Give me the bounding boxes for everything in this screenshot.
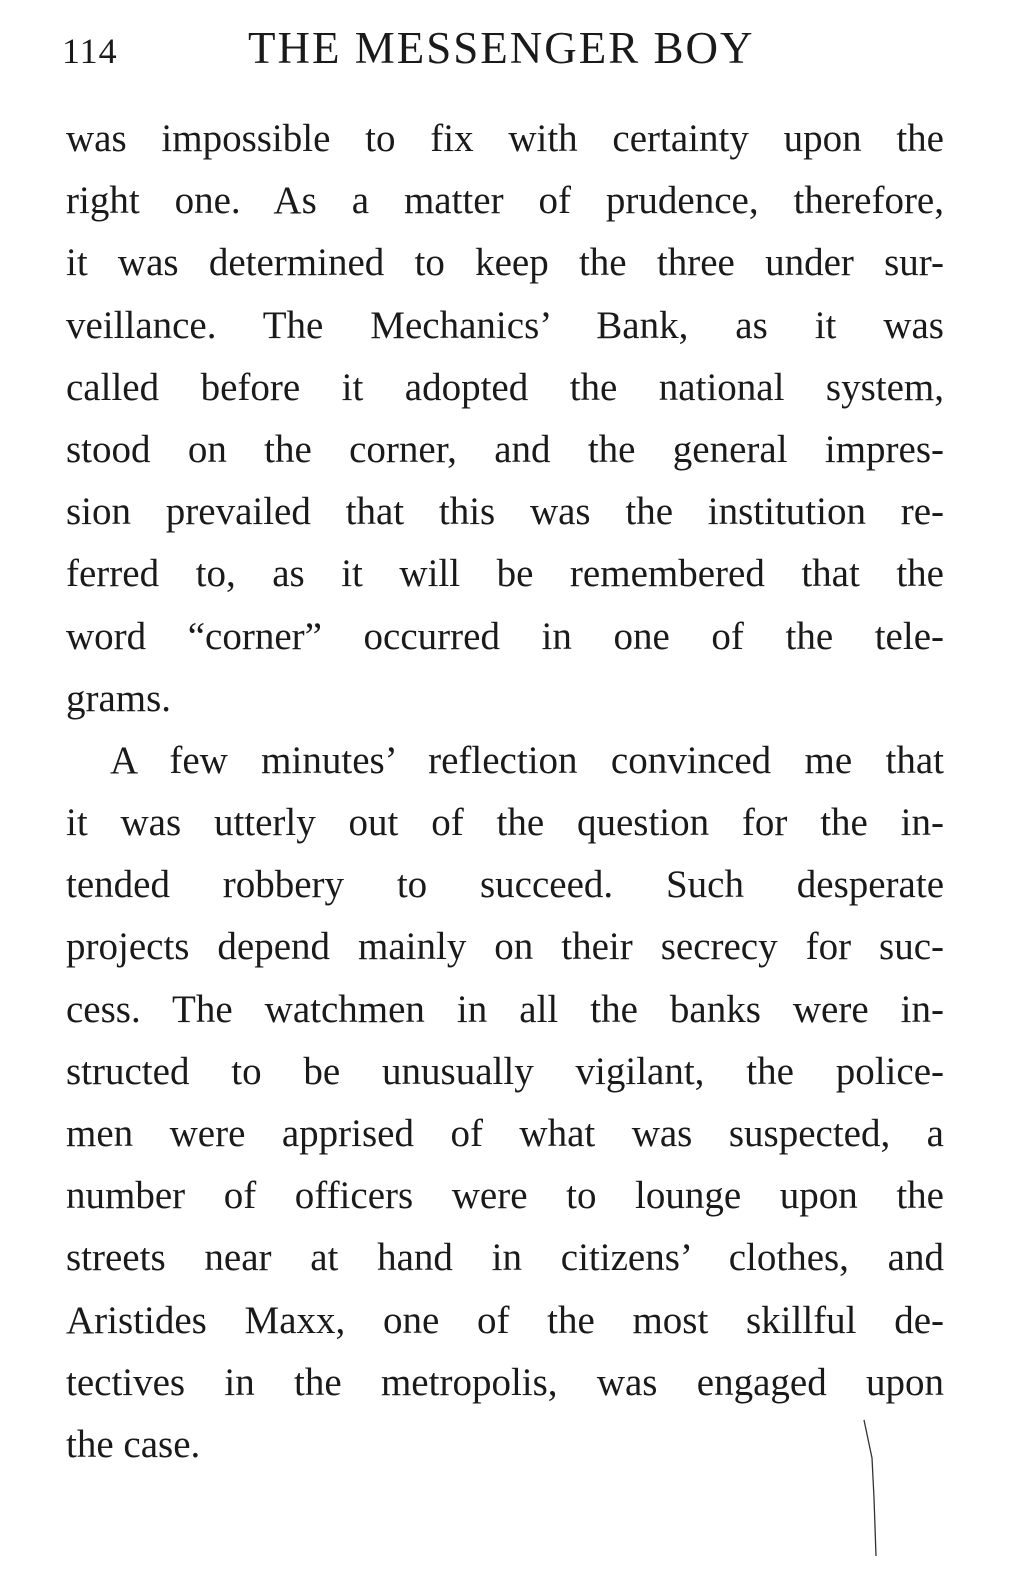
text-line: tended robbery to succeed. Such desperate bbox=[66, 863, 944, 907]
text-line: Aristides Maxx, one of the most skillful de- bbox=[66, 1298, 944, 1342]
text-line: A few minutes’ reflection convinced me that bbox=[110, 738, 944, 782]
text-line: tectives in the metropolis, was engaged upon bbox=[66, 1360, 944, 1404]
text-line: sion prevailed that this was the institution re- bbox=[66, 490, 944, 534]
text-line: right one. As a matter of prudence, therefore, bbox=[66, 179, 944, 223]
text-line: cess. The watchmen in all the banks were in- bbox=[66, 987, 944, 1031]
paragraph-2 bbox=[66, 730, 944, 1476]
text-line: it was utterly out of the question for the in- bbox=[66, 801, 944, 845]
text-line: the case. bbox=[66, 1422, 201, 1466]
text-line: stood on the corner, and the general impres- bbox=[66, 427, 944, 471]
text-line: ferred to, as it will be remembered that the bbox=[66, 552, 944, 596]
text-line: projects depend mainly on their secrecy for suc- bbox=[66, 925, 944, 969]
running-title: THE MESSENGER BOY bbox=[248, 23, 755, 73]
text-line: streets near at hand in citizens’ clothes, and bbox=[66, 1236, 944, 1280]
text-line: it was determined to keep the three under sur- bbox=[66, 241, 944, 285]
text-line: number of officers were to lounge upon the bbox=[66, 1174, 944, 1218]
text-line: structed to be unusually vigilant, the police- bbox=[66, 1049, 944, 1093]
text-line: men were apprised of what was suspected, a bbox=[66, 1112, 944, 1155]
pencil-mark bbox=[862, 1418, 882, 1558]
text-line: called before it adopted the national system, bbox=[66, 365, 944, 409]
text-line: was impossible to fix with certainty upon the bbox=[66, 117, 944, 160]
page-number: 114 bbox=[62, 31, 118, 71]
text-line: grams. bbox=[66, 676, 172, 720]
paragraph-1 bbox=[66, 108, 944, 730]
text-line: veillance. The Mechanics’ Bank, as it was bbox=[66, 303, 944, 347]
body-text bbox=[66, 108, 944, 1476]
running-head bbox=[62, 22, 952, 82]
text-line: word “corner” occurred in one of the tele- bbox=[66, 614, 944, 658]
